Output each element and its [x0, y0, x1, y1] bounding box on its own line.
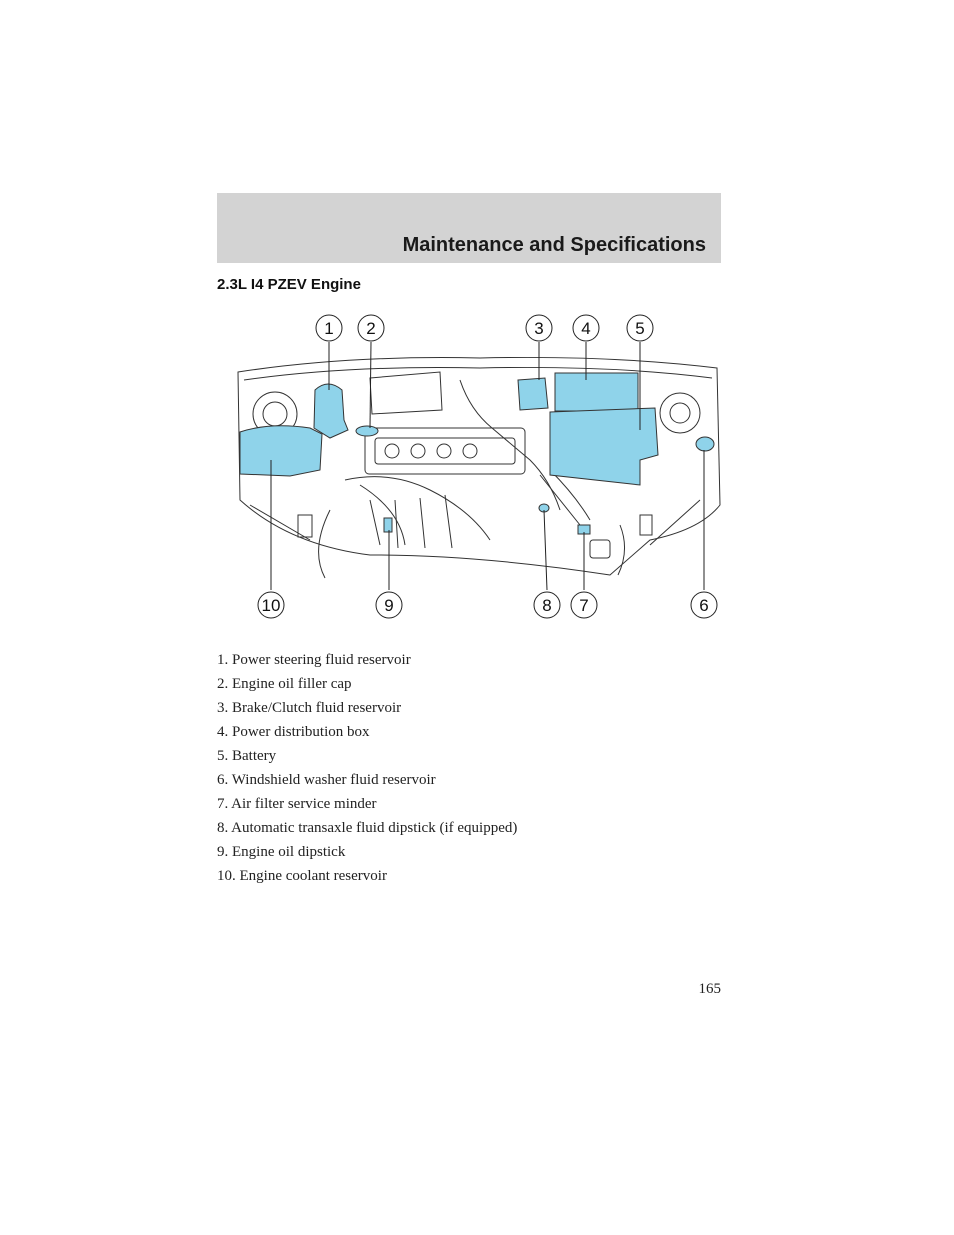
callout-3: 3 [534, 319, 544, 338]
callout-9: 9 [384, 596, 394, 615]
callout-8: 8 [542, 596, 552, 615]
callout-4: 4 [581, 319, 591, 338]
legend-item: 10. Engine coolant reservoir [217, 868, 387, 884]
legend-item: 7. Air filter service minder [217, 796, 377, 812]
callout-1: 1 [324, 319, 334, 338]
legend-item: 5. Battery [217, 748, 277, 764]
power-distribution-box [555, 373, 638, 411]
callout-7: 7 [579, 596, 589, 615]
legend-item: 2. Engine oil filler cap [217, 676, 352, 692]
legend-list [217, 648, 727, 888]
callouts-top [316, 315, 653, 341]
legend-item: 1. Power steering fluid reservoir [217, 652, 411, 668]
callout-6: 6 [699, 596, 709, 615]
engine-oil-dipstick [384, 518, 392, 532]
power-steering-reservoir [314, 384, 348, 438]
page-title: Maintenance and Specifications [402, 234, 706, 256]
callout-2: 2 [366, 319, 376, 338]
engine-coolant-reservoir [240, 426, 322, 476]
legend-item: 6. Windshield washer fluid reservoir [217, 772, 436, 788]
legend-item: 3. Brake/Clutch fluid reservoir [217, 700, 402, 716]
page-number: 165 [698, 981, 721, 997]
engine-oil-filler-cap [356, 426, 378, 436]
header-band [217, 193, 721, 263]
legend-item: 9. Engine oil dipstick [217, 844, 346, 860]
brake-clutch-reservoir [518, 378, 548, 410]
engine-diagram [230, 310, 725, 625]
windshield-washer-reservoir [696, 437, 714, 451]
callouts-bottom [258, 592, 717, 618]
legend-item: 4. Power distribution box [217, 724, 370, 740]
battery [550, 408, 658, 485]
legend-item: 8. Automatic transaxle fluid dipstick (if equipped) [217, 820, 518, 836]
callout-10: 10 [261, 596, 281, 615]
callout-5: 5 [635, 319, 645, 338]
section-title: 2.3L I4 PZEV Engine [217, 276, 361, 293]
